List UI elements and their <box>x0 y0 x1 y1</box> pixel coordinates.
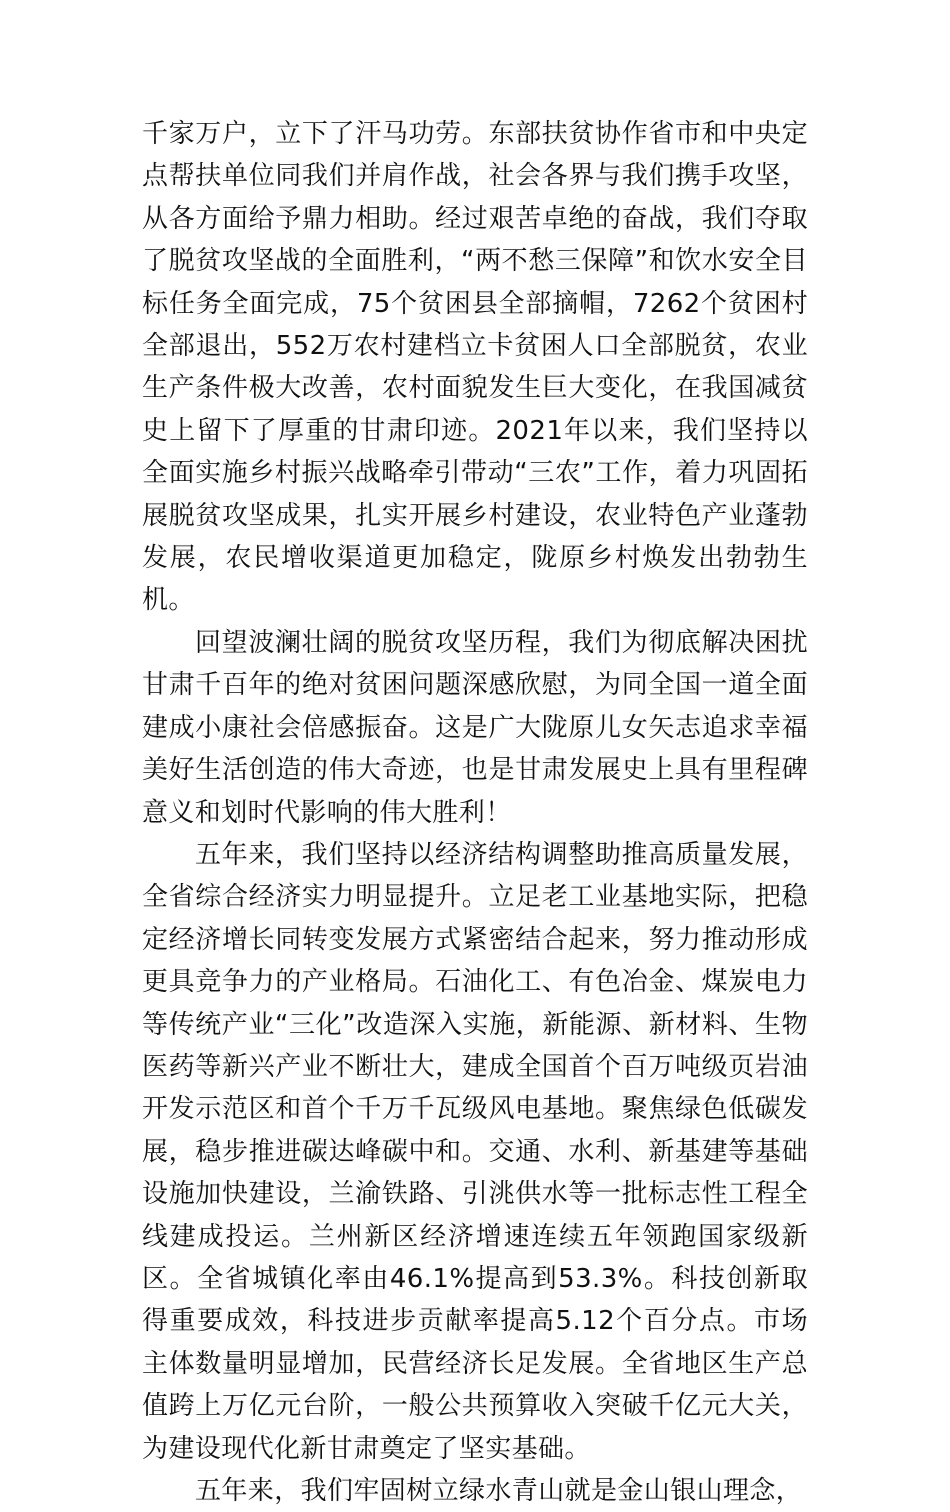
paragraph-3: 五年来，我们坚持以经济结构调整助推高质量发展，全省综合经济实力明显提升。立足老工业基地实际，把稳定经济增长同转变发展方式紧密结合起来，努力推动形成更具竞争力的产业格局。石油化工、有色冶金、煤炭电力等传统产业“三化”改造深入实施，新能源、新材料、生物医药等新兴产业不断壮大，建成全国首个百万吨级页岩油开发示范区和首个千万千瓦级风电基地。聚焦绿色低碳发展，稳步推进碳达峰碳中和。交通、水利、新基建等基础设施加快建设，兰渝铁路、引洮供水等一批标志性工程全线建成投运。兰州新区经济增速连续五年领跑国家级新区。全省城镇化率由46.1%提高到53.3%。科技创新取得重要成效，科技进步贡献率提高5.12个百分点。市场主体数量明显增加，民营经济长足发展。全省地区生产总值跨上万亿元台阶，一般公共预算收入突破千亿元大关，为建设现代化新甘肃奠定了坚实基础。 <box>142 839 808 1464</box>
document-body <box>142 113 808 1512</box>
paragraph-4: 五年来，我们牢固树立绿水青山就是金山银山理念， <box>195 1476 803 1506</box>
paragraph-2: 回望波澜壮阔的脱贫攻坚历程，我们为彻底解决困扰甘肃千百年的绝对贫困问题深感欣慰，为同全国一道全面建成小康社会倍感振奋。这是广大陇原儿女矢志追求幸福美好生活创造的伟大奇迹，也是甘肃发展史上具有里程碑意义和划时代影响的伟大胜利！ <box>142 627 808 828</box>
paragraph-1: 千家万户，立下了汗马功劳。东部扶贫协作省市和中央定点帮扶单位同我们并肩作战，社会各界与我们携手攻坚，从各方面给予鼎力相助。经过艰苦卓绝的奋战，我们夺取了脱贫攻坚战的全面胜利，“两不愁三保障”和饮水安全目标任务全面完成，75个贫困县全部摘帽，7262个贫困村全部退出，552万农村建档立卡贫困人口全部脱贫，农业生产条件极大改善，农村面貌发生巨大变化，在我国减贫史上留下了厚重的甘肃印迹。2021年以来，我们坚持以全面实施乡村振兴战略牵引带动“三农”工作，着力巩固拓展脱贫攻坚成果，扎实开展乡村建设，农业特色产业蓬勃发展，农民增收渠道更加稳定，陇原乡村焕发出勃勃生机。 <box>142 119 808 616</box>
